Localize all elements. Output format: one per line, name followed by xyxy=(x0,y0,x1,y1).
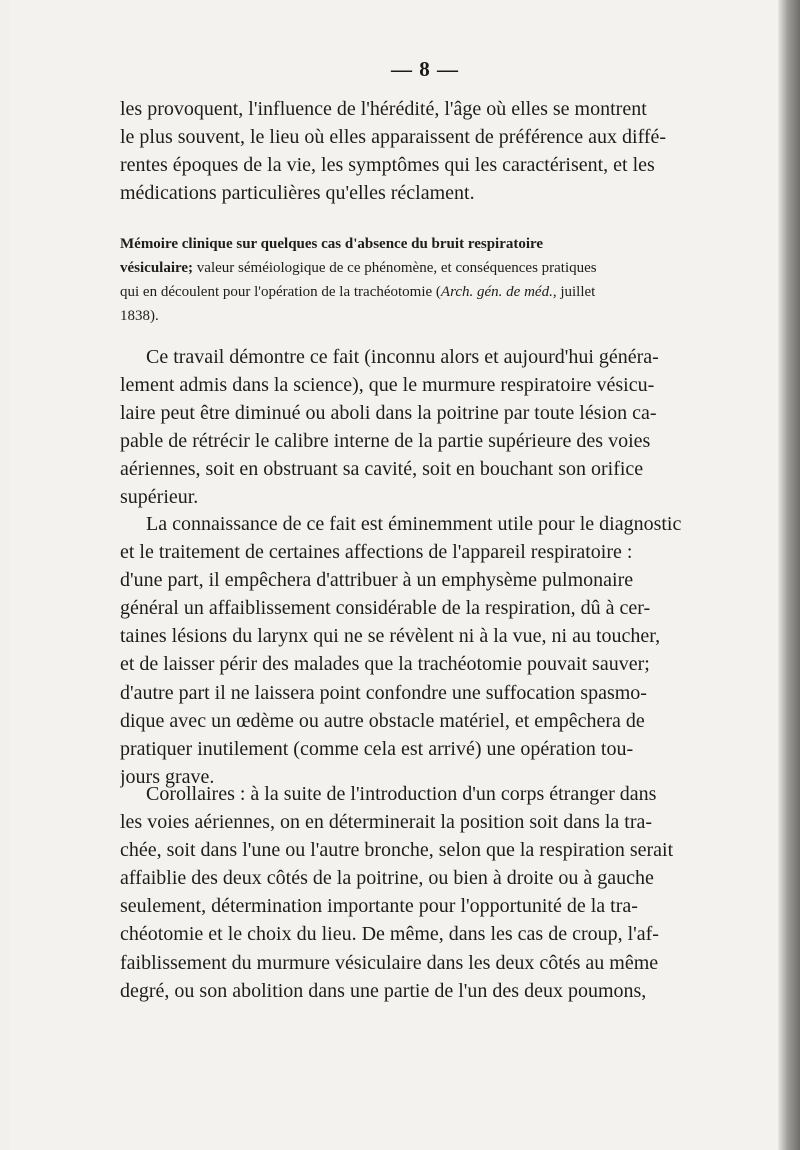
text-line: les voies aériennes, on en déterminerait la position soit dans la tra- xyxy=(120,811,653,834)
memoire-description: qui en découlent pour l'opération de la trachéotomie ( xyxy=(120,284,441,300)
text-line: rentes époques de la vie, les symptômes qui les caractérisent, et les xyxy=(120,154,655,177)
text-line: chéotomie et le choix du lieu. De même, dans les cas de croup, l'af- xyxy=(120,923,659,946)
text-line: supérieur. xyxy=(120,486,199,509)
memoire-citation: Arch. gén. de méd. xyxy=(440,284,553,300)
text-line: La connaissance de ce fait est éminemment utile pour le diagnostic xyxy=(146,513,682,535)
page-edge-shadow xyxy=(778,0,800,1150)
text-line: seulement, détermination importante pour l'opportunité de la tra- xyxy=(120,895,638,918)
memoire-line xyxy=(120,256,730,280)
text-line: d'autre part il ne laissera point confondre une suffocation spasmo- xyxy=(120,681,647,704)
text-line: jours grave. xyxy=(120,765,215,788)
text-line: pable de rétrécir le calibre interne de la partie supérieure des voies xyxy=(120,430,651,453)
text-line: aériennes, soit en obstruant sa cavité, soit en bouchant son orifice xyxy=(120,458,644,481)
text-line: affaiblie des deux côtés de la poitrine, ou bien à droite ou à gauche xyxy=(120,867,654,890)
page-number: — 8 — xyxy=(391,57,459,81)
memoire-citation-date: , juillet xyxy=(552,284,596,300)
text-line: chée, soit dans l'une ou l'autre bronche, selon que la respiration serait xyxy=(120,839,674,862)
text-line: faiblissement du murmure vésiculaire dans les deux côtés au même xyxy=(120,951,659,974)
paragraph xyxy=(120,343,730,512)
text-line: et de laisser périr des malades que la trachéotomie pouvait sauver; xyxy=(120,653,650,676)
text-line: le plus souvent, le lieu où elles apparaissent de préférence aux diffé- xyxy=(120,126,667,149)
text-line: pratiquer inutilement (comme cela est arrivé) une opération tou- xyxy=(120,737,634,760)
text-line: degré, ou son abolition dans une partie de l'un des deux poumons, xyxy=(120,979,647,1002)
text-line: lement admis dans la science), que le murmure respiratoire vésicu- xyxy=(120,374,655,397)
memoire-title-continuation: vésiculaire; xyxy=(120,260,194,276)
text-line: Ce travail démontre ce fait (inconnu alors et aujourd'hui généra- xyxy=(146,346,659,368)
paragraph xyxy=(120,780,730,1005)
text-line: et le traitement de certaines affections de l'appareil respiratoire : xyxy=(120,541,633,564)
text-line: Corollaires : à la suite de l'introduction d'un corps étranger dans xyxy=(146,783,657,805)
memoire-title: Mémoire clinique sur quelques cas d'absence du bruit respiratoire xyxy=(120,236,544,252)
paragraph-continuation xyxy=(120,95,730,207)
text-line: taines lésions du larynx qui ne se révèlent ni à la vue, ni au toucher, xyxy=(120,625,661,648)
memoire-line: 1838). xyxy=(120,308,159,324)
text-line: laire peut être diminué ou aboli dans la poitrine par toute lésion ca- xyxy=(120,402,657,425)
memoire-line xyxy=(120,280,730,304)
text-line: d'une part, il empêchera d'attribuer à un emphysème pulmonaire xyxy=(120,569,634,592)
text-line: général un affaiblissement considérable de la respiration, dû à cer- xyxy=(120,597,651,620)
text-line: dique avec un œdème ou autre obstacle matériel, et empêchera de xyxy=(120,709,645,732)
memoire-description: valeur séméiologique de ce phénomène, et conséquences pratiques xyxy=(193,260,597,276)
text-line: les provoquent, l'influence de l'hérédité, l'âge où elles se montrent xyxy=(120,98,647,120)
memoire-reference xyxy=(120,232,730,328)
text-line: médications particulières qu'elles réclament. xyxy=(120,182,475,205)
paragraph xyxy=(120,510,730,791)
